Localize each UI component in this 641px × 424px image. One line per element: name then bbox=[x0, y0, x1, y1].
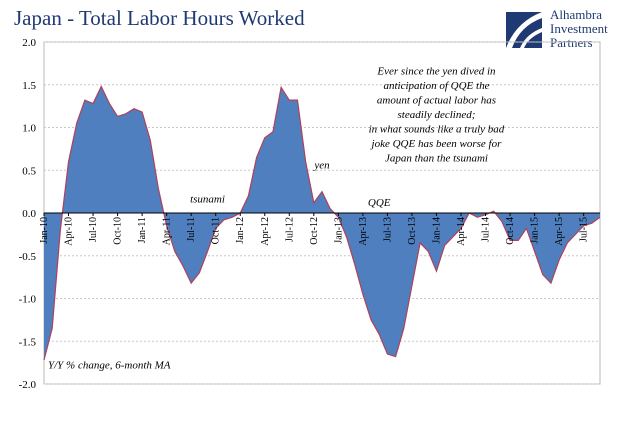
x-tick-label: Apr-15 bbox=[554, 217, 566, 246]
annotation: in what sounds like a truly bad bbox=[368, 123, 505, 136]
annotation: tsunami bbox=[190, 193, 225, 206]
annotation: Japan than the tsunami bbox=[384, 152, 488, 165]
x-tick-label: Apr-13 bbox=[357, 217, 369, 246]
x-tick-label: Jan-13 bbox=[333, 217, 345, 244]
x-tick-label: Jan-10 bbox=[39, 217, 50, 244]
y-tick-label: -0.5 bbox=[18, 250, 36, 263]
x-tick-label: Apr-11 bbox=[161, 217, 173, 246]
x-tick-label: Jan-14 bbox=[431, 217, 443, 244]
x-tick-label: Oct-13 bbox=[406, 217, 418, 245]
x-tick-label: Jan-15 bbox=[529, 217, 541, 244]
x-tick-label: Oct-11 bbox=[210, 217, 222, 245]
x-tick-label: Jul-11 bbox=[186, 217, 198, 242]
y-tick-label: -2.0 bbox=[18, 379, 36, 391]
annotation: anticipation of QQE the bbox=[383, 80, 490, 93]
logo-line-3: Partners bbox=[550, 35, 593, 50]
x-tick-label: Jan-12 bbox=[235, 217, 247, 244]
x-tick-label: Oct-14 bbox=[505, 217, 517, 245]
y-tick-label: -1.5 bbox=[18, 336, 36, 349]
annotation: yen bbox=[314, 159, 330, 172]
x-tick-label: Apr-12 bbox=[259, 217, 271, 246]
logo-line-1: Alhambra bbox=[550, 7, 602, 22]
x-tick-label: Apr-14 bbox=[456, 217, 467, 246]
x-tick-label: Jul-10 bbox=[88, 217, 100, 242]
annotation: joke QQE has been worse for bbox=[371, 138, 502, 151]
x-tick-label: Apr-10 bbox=[63, 217, 75, 246]
logo-line-2: Investment bbox=[550, 21, 608, 36]
y-tick-label: 2.0 bbox=[22, 37, 36, 49]
annotation: Y/Y % change, 6-month MA bbox=[48, 359, 171, 372]
x-tick-label: Jan-11 bbox=[137, 217, 149, 244]
y-tick-label: 0.5 bbox=[22, 165, 36, 178]
x-tick-label: Jul-12 bbox=[284, 217, 296, 242]
annotation: QQE bbox=[367, 197, 391, 210]
x-tick-label: Oct-12 bbox=[308, 217, 320, 245]
x-tick-label: Jul-14 bbox=[480, 217, 492, 242]
y-tick-label: 1.0 bbox=[22, 122, 36, 135]
annotation: steadily declined; bbox=[397, 109, 476, 122]
x-tick-label: Jul-15 bbox=[578, 217, 590, 242]
annotation: amount of actual labor has bbox=[376, 94, 497, 107]
x-tick-label: Oct-10 bbox=[112, 217, 124, 245]
y-tick-label: 0.0 bbox=[22, 208, 36, 220]
y-tick-label: -1.0 bbox=[18, 293, 36, 306]
x-tick-label: Jul-13 bbox=[382, 217, 394, 242]
y-tick-label: 1.5 bbox=[22, 79, 36, 92]
annotation: Ever since the yen dived in bbox=[377, 65, 496, 78]
chart-title: Japan - Total Labor Hours Worked bbox=[14, 6, 305, 30]
